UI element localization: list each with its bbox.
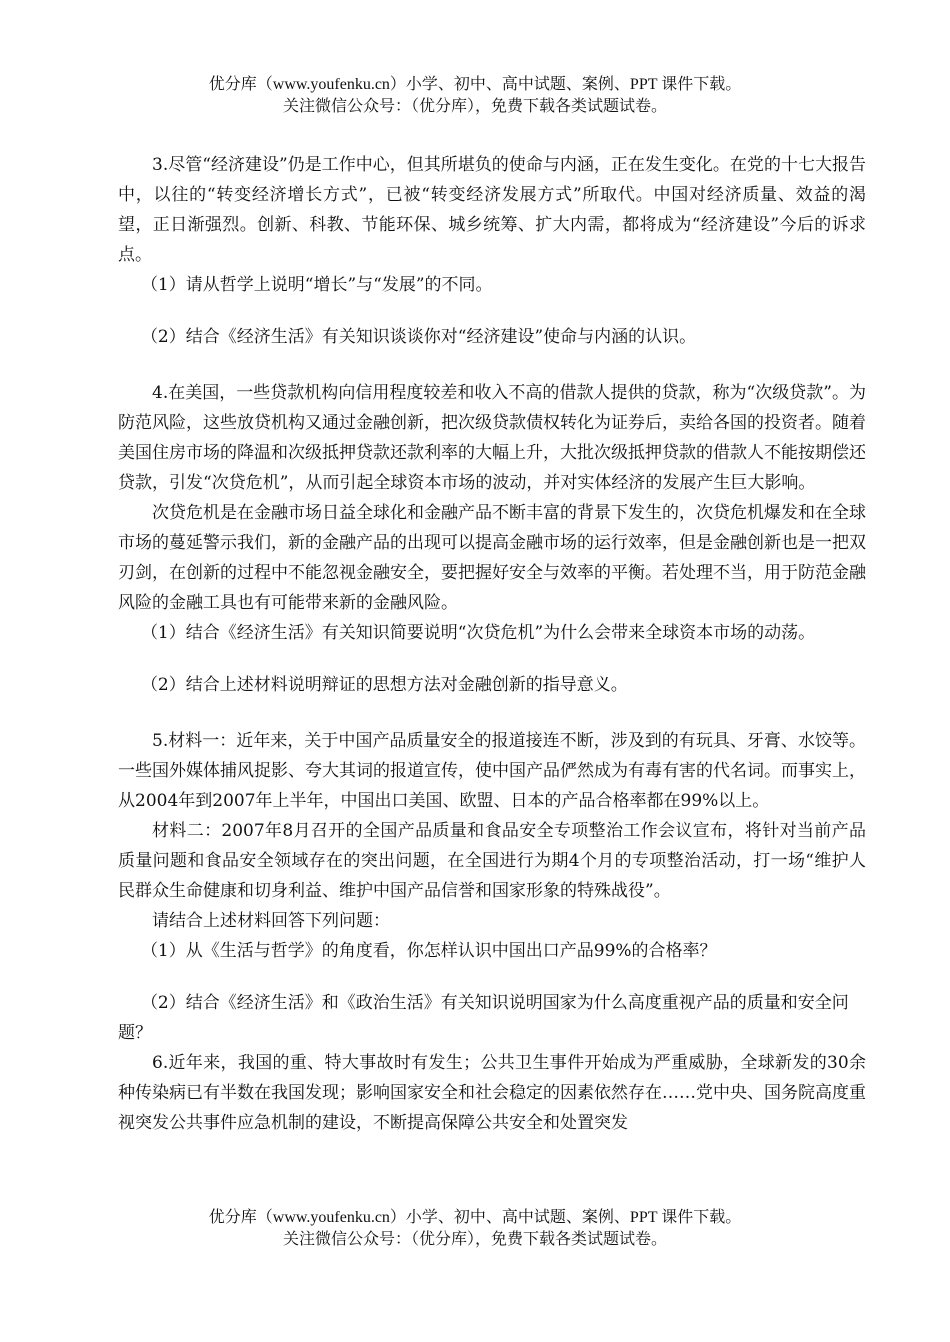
question-5-instruction: 请结合上述材料回答下列问题： xyxy=(152,911,390,931)
question-5-sub-1: （1）从《生活与哲学》的角度看，你怎样认识中国出口产品99%的合格率？ xyxy=(140,941,717,961)
question-5-sub-2: （2）结合《经济生活》和《政治生活》有关知识说明国家为什么高度重视产品的质量和安全问题？ xyxy=(118,993,849,1043)
question-4-stem: 4.在美国，一些贷款机构向信用程度较差和收入不高的借款人提供的贷款，称为“次级贷款”。为防范风险，这些放贷机构又通过金融创新，把次级贷款债权转化为证券后，卖给各国的投资者。随着美国住房市场的降温和次级抵押贷款还款利率的大幅上升，大批次级抵押贷款的借款人不能按期偿还贷款，引发“次贷危机”，从而引起全球资本市场的波动，并对实体经济的发展产生巨大影响。 xyxy=(118,383,866,493)
header-line-1: 优分库（www.youfenku.cn）小学、初中、高中试题、案例、PPT 课件下载。 xyxy=(208,76,742,93)
question-3-sub-2: （2）结合《经济生活》有关知识谈谈你对“经济建设”使命与内涵的认识。 xyxy=(140,327,697,347)
question-5-material-2: 材料二：2007年8月召开的全国产品质量和食品安全专项整治工作会议宣布，将针对当前产品质量问题和食品安全领域存在的突出问题，在全国进行为期4个月的专项整治活动，打一场“维护人民群众生命健康和切身利益、维护中国产品信誉和国家形象的特殊战役”。 xyxy=(118,821,866,901)
footer-line-1: 优分库（www.youfenku.cn）小学、初中、高中试题、案例、PPT 课件下载。 xyxy=(208,1209,742,1226)
question-4 xyxy=(118,378,866,700)
question-6 xyxy=(118,1048,866,1138)
question-4-paragraph-2: 次贷危机是在金融市场日益全球化和金融产品不断丰富的背景下发生的，次贷危机爆发和在全球市场的蔓延警示我们，新的金融产品的出现可以提高金融市场的运行效率，但是金融创新也是一把双刃剑，在创新的过程中不能忽视金融安全，要把握好安全与效率的平衡。若处理不当，用于防范金融风险的金融工具也有可能带来新的金融风险。 xyxy=(118,503,866,613)
document-body xyxy=(118,150,866,1138)
footer-line-2: 关注微信公众号：（优分库），免费下载各类试题试卷。 xyxy=(282,1231,667,1248)
question-3-stem: 3.尽管“经济建设”仍是工作中心，但其所堪负的使命与内涵，正在发生变化。在党的十七大报告中，以往的“转变经济增长方式”，已被“转变经济发展方式”所取代。中国对经济质量、效益的渴望，正日渐强烈。创新、科教、节能环保、城乡统筹、扩大内需，都将成为“经济建设”今后的诉求点。 xyxy=(118,155,866,265)
question-4-sub-2: （2）结合上述材料说明辩证的思想方法对金融创新的指导意义。 xyxy=(140,675,628,695)
question-5 xyxy=(118,726,866,1048)
question-3-sub-1: （1）请从哲学上说明“增长”与“发展”的不同。 xyxy=(140,275,493,295)
question-6-stem: 6.近年来，我国的重、特大事故时有发生；公共卫生事件开始成为严重威胁，全球新发的30余种传染病已有半数在我国发现；影响国家安全和社会稳定的因素依然存在……党中央、国务院高度重视突发公共事件应急机制的建设，不断提高保障公共安全和处置突发 xyxy=(118,1053,866,1133)
question-5-stem: 5.材料一：近年来，关于中国产品质量安全的报道接连不断，涉及到的有玩具、牙膏、水饺等。一些国外媒体捕风捉影、夸大其词的报道宣传，使中国产品俨然成为有毒有害的代名词。而事实上，从2004年到2007年上半年，中国出口美国、欧盟、日本的产品合格率都在99%以上。 xyxy=(118,731,866,811)
page-footer xyxy=(0,1207,950,1251)
question-3 xyxy=(118,150,866,352)
header-line-2: 关注微信公众号：（优分库），免费下载各类试题试卷。 xyxy=(282,98,667,115)
question-4-sub-1: （1）结合《经济生活》有关知识简要说明“次贷危机”为什么会带来全球资本市场的动荡。 xyxy=(140,623,816,643)
page-header xyxy=(0,74,950,118)
